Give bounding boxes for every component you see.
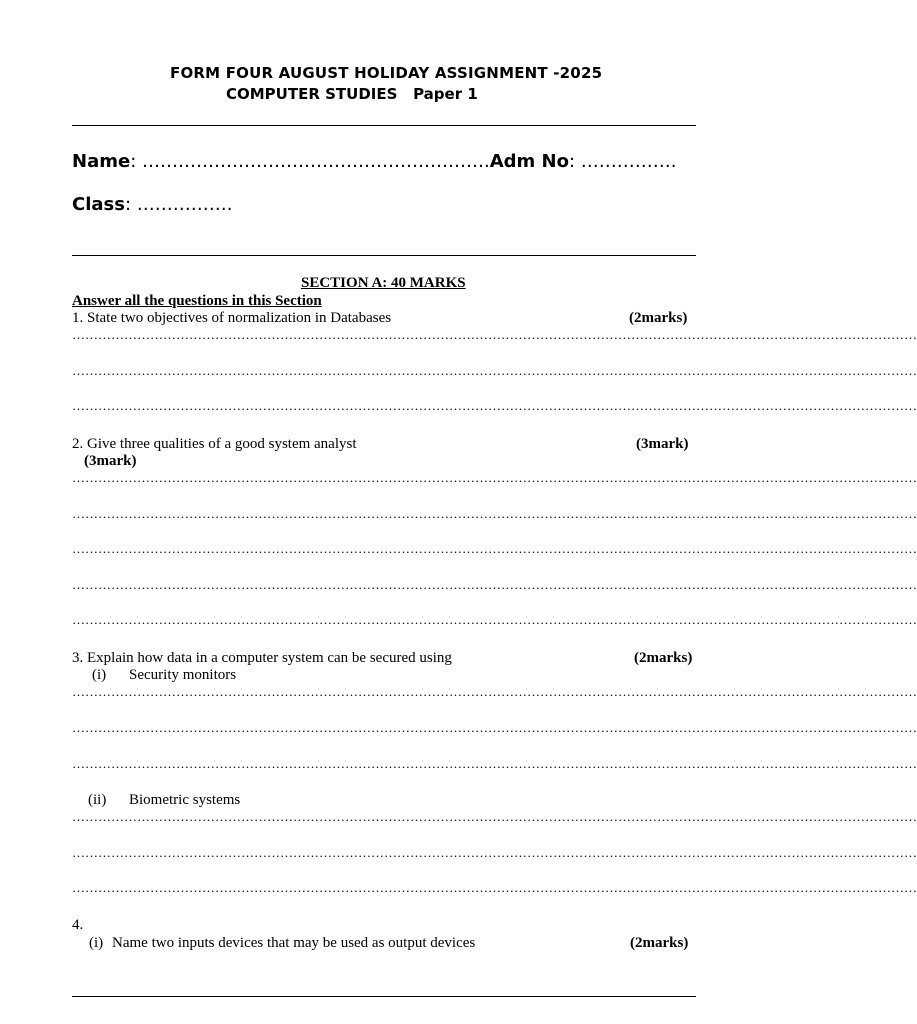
answer-line[interactable]: …………………………………………………………………………………………………………………………………………………………………………… [72,327,917,342]
class-dots: : ……………. [124,194,233,215]
section-title: SECTION A: 40 MARKS [301,275,466,291]
header-divider [72,125,696,126]
footer-divider [72,996,696,997]
question-3-marks: (2marks) [634,650,693,666]
answer-line[interactable]: …………………………………………………………………………………………………………………………………………………………………………… [72,845,917,860]
document-subtitle [226,85,478,103]
question-3-part-i-number: (i) [92,667,107,683]
question-2-marks-repeat: (3mark) [84,453,137,469]
fields-divider [72,255,696,256]
answer-line[interactable]: …………………………………………………………………………………………………………………………………………………………………………… [72,684,917,699]
answer-line[interactable]: …………………………………………………………………………………………………………………………………………………………………………… [72,809,917,824]
answer-line[interactable]: …………………………………………………………………………………………………………………………………………………………………………… [72,363,917,378]
paper-number: Paper 1 [413,85,478,103]
name-label: Name [72,151,131,172]
name-dots: : …………………………………………………. [130,151,490,172]
answer-line[interactable]: …………………………………………………………………………………………………………………………………………………………………………… [72,612,917,627]
section-instruction: Answer all the questions in this Section [72,293,322,309]
question-4-part-i-text: Name two inputs devices that may be used as output devices [112,935,476,951]
answer-line[interactable]: …………………………………………………………………………………………………………………………………………………………………………… [72,720,917,735]
answer-line[interactable]: …………………………………………………………………………………………………………………………………………………………………………… [72,470,917,485]
answer-line[interactable]: …………………………………………………………………………………………………………………………………………………………………………… [72,506,917,521]
subject-name: COMPUTER STUDIES [226,85,398,103]
question-1-marks: (2marks) [629,310,688,326]
class-field[interactable] [72,194,232,215]
question-4-part-i-number: (i) [89,935,104,951]
question-3-part-ii-text: Biometric systems [129,792,241,808]
question-3-text: 3. Explain how data in a computer system can be secured using [72,650,452,666]
name-field[interactable] [72,151,677,172]
answer-line[interactable]: …………………………………………………………………………………………………………………………………………………………………………… [72,880,917,895]
question-2-marks: (3mark) [636,436,689,452]
question-4-marks: (2marks) [630,935,689,951]
answer-line[interactable]: …………………………………………………………………………………………………………………………………………………………………………… [72,577,917,592]
question-1-text: 1. State two objectives of normalization in Databases [72,310,392,326]
adm-dots: : ……………. [568,151,677,172]
answer-line[interactable]: …………………………………………………………………………………………………………………………………………………………………………… [72,541,917,556]
class-label: Class [72,194,125,215]
question-4-number: 4. [72,917,84,933]
answer-line[interactable]: …………………………………………………………………………………………………………………………………………………………………………… [72,756,917,771]
question-2-text: 2. Give three qualities of a good system analyst [72,436,357,452]
answer-line[interactable]: …………………………………………………………………………………………………………………………………………………………………………… [72,398,917,413]
question-3-part-i-text: Security monitors [129,667,237,683]
question-3-part-ii-number: (ii) [88,792,107,808]
document-title: FORM FOUR AUGUST HOLIDAY ASSIGNMENT -2025 [170,64,603,82]
adm-label: Adm No [489,151,569,172]
